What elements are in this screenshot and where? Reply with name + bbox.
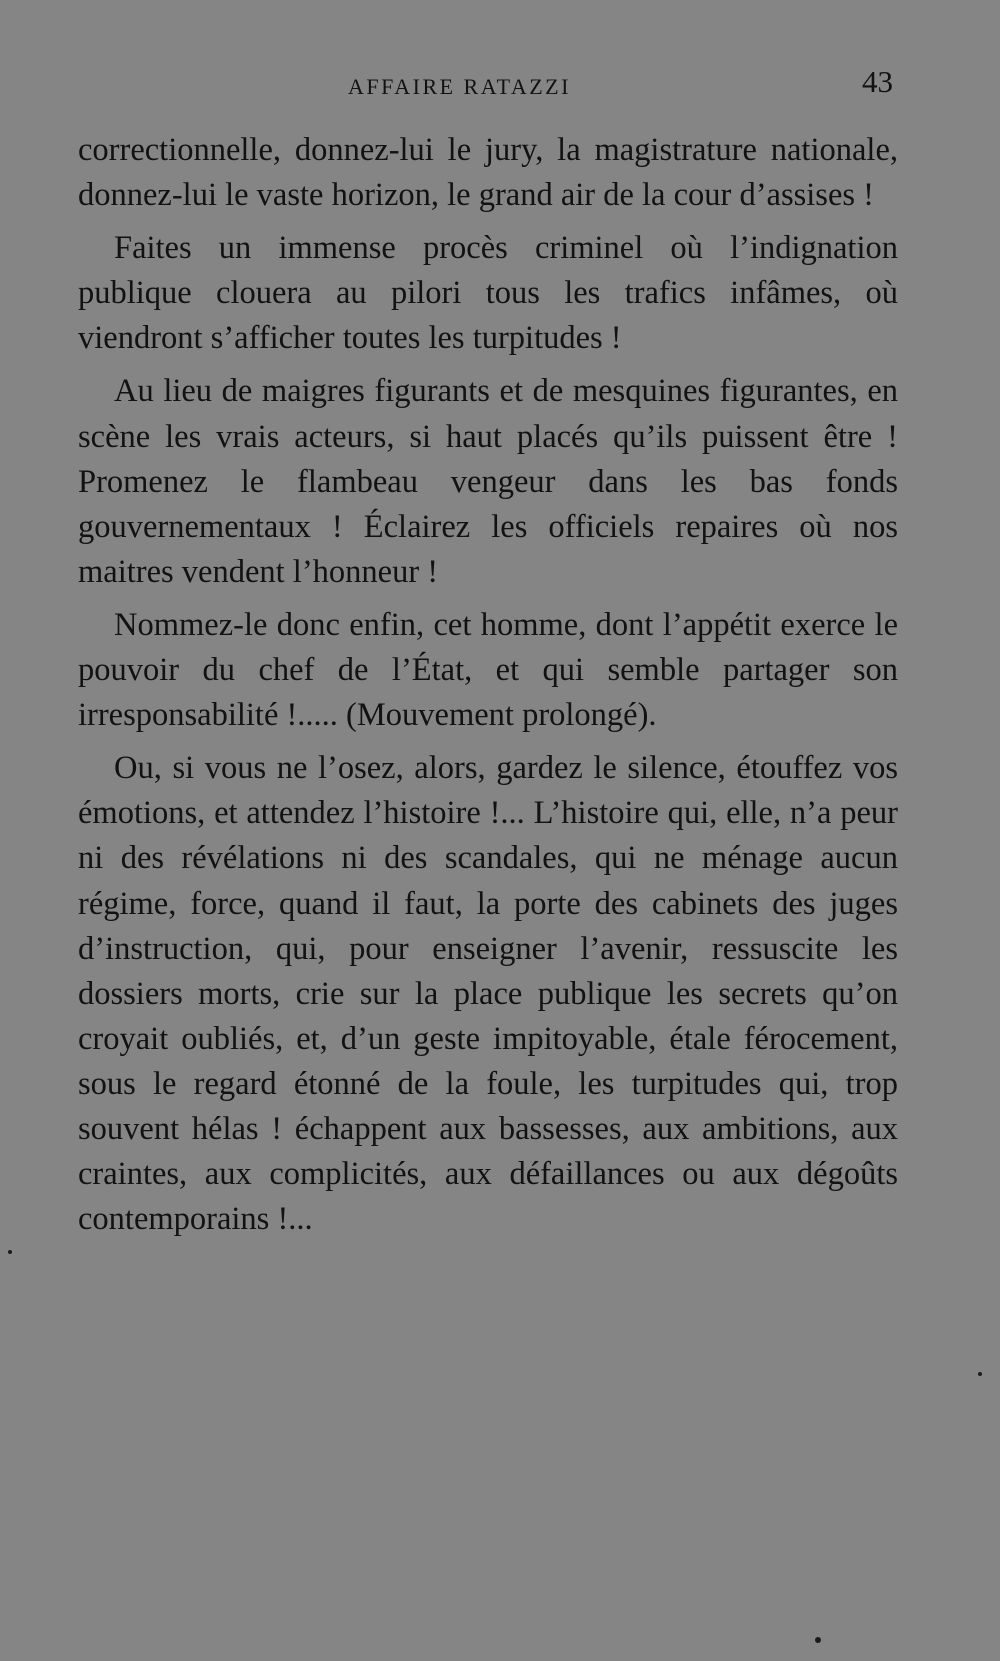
paragraph: Nommez-le donc enfin, cet homme, dont l’appétit exerce le pouvoir du chef de l’État, et qui semble partager son irresponsabilité !..... (Mouvement prolongé). [78, 606, 898, 734]
paragraph-continued: correctionnelle, donnez-lui le jury, la magistrature nationale, donnez-lui le vaste horizon, le grand air de la cour d’assises ! [78, 132, 898, 214]
scan-speck [978, 1372, 982, 1376]
running-title: AFFAIRE RATAZZI [348, 74, 571, 99]
scan-speck [815, 1637, 821, 1643]
body-text [78, 128, 898, 1250]
scan-speck [8, 1250, 12, 1254]
paragraph: Faites un immense procès criminel où l’indignation publique clouera au pilori tous les trafics infâmes, où viendront s’afficher toutes les turpitudes ! [78, 230, 898, 357]
paragraph: Ou, si vous ne l’osez, alors, gardez le silence, étouffez vos émotions, et attendez l’histoire !... L’histoire qui, elle, n’a peur ni des révélations ni des scandales, qui ne ménage aucun régime, force, quand il faut, la porte des cabinets des juges d’instruction, qui, pour enseigner l’avenir, ressuscite les dossiers morts, crie sur la place publique les secrets qu’on croyait oubliés, et, d’un geste impitoyable, étale férocement, sous le regard étonné de la foule, les turpitudes qui, trop souvent hélas ! échappent aux bassesses, aux ambitions, aux craintes, aux complicités, aux défaillances ou aux dégoûts contemporains !... [78, 750, 898, 1238]
paragraph: Au lieu de maigres figurants et de mesquines figurantes, en scène les vrais acteurs, si haut placés qu’ils puissent être ! Promenez le flambeau vengeur dans les bas fonds gouvernementaux ! Éclairez les officiels repaires où nos maitres vendent l’honneur ! [78, 373, 898, 590]
page-number: 43 [862, 64, 893, 99]
